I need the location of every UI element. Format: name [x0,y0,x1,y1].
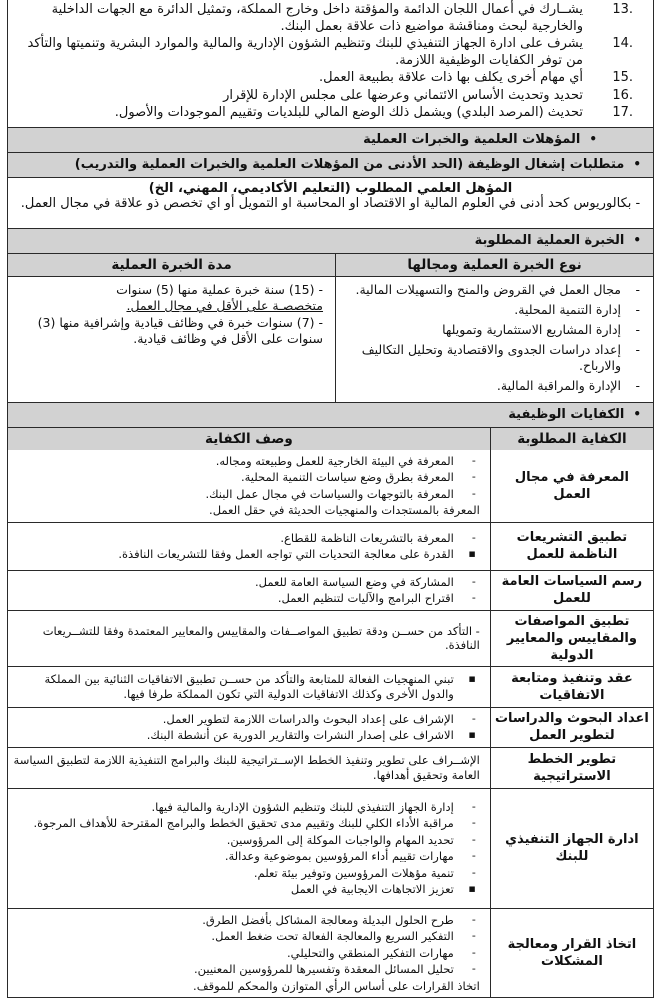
dash-icon: - [472,454,476,469]
dash-icon: - [472,946,476,961]
desc-item: المعرفة بالمستجدات والمنهجيات الحديثة في حقل العمل. [12,503,484,518]
competency-row-knowledge [8,450,653,522]
bullet-icon: • [633,407,641,421]
desc-item: - المعرفة بطرق وضع سياسات التنمية المحلية. [12,470,484,485]
competency-name: اعداد البحوث والدراسات لتطوير العمل [490,708,653,747]
dash-icon: - [472,487,476,502]
desc-item: - طرح الحلول البديلة ومعالجة المشاكل بأفضل الطرق. [12,913,484,928]
duty-text: تحديث (المرصد البلدي) ويشمل ذلك الوضع المالي للبلديات وتقييم الموجودات والأصول. [115,105,583,120]
duty-item-15 [12,70,653,88]
dash-icon: - [472,866,476,881]
education-item: - بكالوريوس كحد أدنى في العلوم المالية او الاقتصاد او المحاسبة او التمويل أو اي تخصص ذو علاقة في مجال العمل. [16,197,645,211]
bullet-icon: • [633,233,641,247]
duty-number: 17. [612,105,633,122]
competency-name: ادارة الجهاز التنفيذي للبنك [490,789,653,908]
duty-number: 13. [612,2,633,19]
duty-text: يشرف على ادارة الجهاز التنفيذي للبنك وتنظيم الشؤون الإدارية والمالية والموارد البشرية وتنميتها والتأكد من توفر الكفايات الوظيفية اللازمة. [28,36,584,68]
dash-icon: - [472,470,476,485]
experience-durations-cell [8,277,335,402]
competency-desc [8,708,490,747]
experience-table [7,253,654,403]
dash-icon: - [472,849,476,864]
desc-item: - مهارات التفكير المنطقي والتحليلي. [12,946,484,961]
dash-icon: - [472,833,476,848]
competency-name-header: الكفاية المطلوبة [490,428,653,450]
competency-name: تطوير الخطط الاستراتيجية [490,748,653,788]
dash-icon: - [472,913,476,928]
competency-desc [8,789,490,908]
desc-item: - المشاركة في وضع السياسة العامة للعمل. [12,575,484,590]
competency-name: المعرفة في مجال العمل [490,450,653,522]
competency-row-strategic-plans [8,747,653,788]
dash-icon: - [635,302,640,318]
desc-item: - مراقبة الأداء الكلي للبنك وتقييم مدى تحقيق الخطط والبرامج المقترحة للأهداف المرجوة. [12,816,484,831]
section-title: الخبرة العملية المطلوبة [475,233,625,248]
competency-row-research [8,707,653,747]
duty-item-13 [12,2,653,36]
competency-desc [8,909,490,998]
desc-item: - المعرفة بالتوجهات والسياسات في مجال عمل البنك. [12,487,484,502]
experience-duration-header: مدة الخبرة العملية [8,254,335,277]
desc-item: - المعرفة بالتشريعات الناظمة للقطاع. [12,531,484,546]
competency-row-executive-management [8,788,653,908]
competency-name: تطبيق التشريعات الناظمة للعمل [490,523,653,570]
experience-table-header [8,254,653,277]
section-title: متطلبات إشغال الوظيفة (الحد الأدنى من المؤهلات العلمية والخبرات العملية والتدريب) [75,157,625,172]
dash-icon: - [635,342,640,358]
competency-name: عقد وتنفيذ ومتابعة الاتفاقيات [490,667,653,707]
competency-desc [8,571,490,610]
desc-item: اتخاذ القرارات على أساس الرأي المتوازن والمحكم للموقف. [12,979,484,994]
desc-item: الإشــراف على تطوير وتنفيذ الخطط الإســتراتيجية للبنك والبرامج التنفيذية اللازمة لتطبيق السياسة العامة وتحقيق أهدافها. [12,753,484,782]
desc-item: - التفكير السريع والمعالجة الفعالة تحت ضغط العمل. [12,929,484,944]
desc-item: - المعرفة في البيئة الخارجية للعمل وطبيعته ومجاله. [12,454,484,469]
duty-text: تحديد وتحديث الأساس الائتماني وعرضها على مجلس الإدارة للإقرار [223,88,583,103]
competency-row-standards [8,610,653,666]
dash-icon: - [472,962,476,977]
desc-item: - تحديد المهام والواجبات الموكلة إلى المرؤوسين. [12,833,484,848]
competency-desc [8,667,490,707]
experience-type-item: - مجال العمل في القروض والمنح والتسهيلات المالية. [340,282,647,298]
document-page [7,0,654,998]
bullet-icon: • [633,157,641,171]
desc-item: - اقتراح البرامج والآليات لتنظيم العمل. [12,591,484,606]
experience-table-body [8,277,653,402]
competency-desc-header: وصف الكفاية [8,428,490,450]
section-title: الكفايات الوظيفية [508,407,624,422]
competency-desc [8,748,490,788]
competency-name: رسم السياسات العامة للعمل [490,571,653,610]
competency-name: اتخاذ القرار ومعالجة المشكلات [490,909,653,998]
competency-name: تطبيق المواصفات والمقاييس والمعايير الدولية [490,611,653,666]
experience-type-item: - إدارة المشاريع الاستثمارية وتمويلها [340,322,647,338]
desc-item: - مهارات تقييم أداء المرؤوسين بموضوعية وعدالة. [12,849,484,864]
duty-number: 15. [612,70,633,87]
dash-icon: - [635,322,640,338]
dash-icon: - [472,800,476,815]
section-header-competencies [7,402,654,428]
bullet-icon: • [589,132,597,146]
dash-icon: - [472,929,476,944]
duty-number: 16. [612,88,633,105]
duty-item-17 [12,105,653,123]
desc-item: - إدارة الجهاز التنفيذي للبنك وتنظيم الشؤون الإدارية والمالية فيها. [12,800,484,815]
dash-icon: - [472,712,476,727]
experience-type-item: - إعداد دراسات الجدوى والاقتصادية وتحليل التكاليف والارباح. [340,342,647,374]
competency-row-agreements [8,666,653,707]
square-bullet-icon: ▪ [468,547,475,562]
education-title: المؤهل العلمي المطلوب (التعليم الأكاديمي، المهني، الخ) [16,180,645,197]
competency-desc [8,523,490,570]
dash-icon: - [472,591,476,606]
dash-icon: - [635,282,640,298]
desc-item: - التأكد من حســن ودقة تطبيق المواصــفات والمقاييس والمعايير المعتمدة وفقا للتشــريعات النافذة. [12,624,484,653]
competency-desc [8,611,490,666]
duration-line: - (15) سنة خبرة عملية منها (5) سنوات [14,282,323,299]
competencies-table-header [8,428,653,450]
square-bullet-icon: ▪ [468,672,475,687]
desc-item: - تنمية مؤهلات المرؤوسين وتوفير بيئة تعلم. [12,866,484,881]
duty-number: 14. [612,36,633,53]
dash-icon: - [472,531,476,546]
dash-icon: - [635,378,640,394]
experience-type-item: - الإدارة والمراقبة المالية. [340,378,647,394]
desc-item: - تحليل المسائل المعقدة وتفسيرها للمرؤوسين المعنيين. [12,962,484,977]
duty-text: يشــارك في أعمال اللجان الدائمة والمؤقتة داخل وخارج المملكة، وتمثيل الدائرة مع الجهات الداخلية والخارجية لبحث ومناقشة مواضيع ذات علاقة بعمل البنك. [52,2,583,34]
duration-line: - (7) سنوات خبرة في وظائف قيادية وإشرافية منها (3) سنوات على الأقل في وظائف قيادية. [14,315,323,348]
duty-item-14 [12,36,653,70]
desc-item: - الإشراف على إعداد البحوث والدراسات اللازمة لتطوير العمل. [12,712,484,727]
competency-row-policies [8,570,653,610]
duty-text: أي مهام أخرى يكلف بها ذات علاقة بطبيعة العمل. [319,70,583,85]
desc-item: ▪ تعزيز الاتجاهات الايجابية في العمل [12,882,484,897]
competencies-table [7,427,654,998]
section-header-experience [7,228,654,254]
dash-icon: - [472,816,476,831]
section-header-requirements [7,152,654,178]
section-header-qualifications [7,127,654,153]
competency-desc [8,450,490,522]
desc-item: ▪ تبني المنهجيات الفعالة للمتابعة والتأكد من حســن تطبيق الاتفاقيات الثنائية بين المملكة والدول الأخرى وكذلك الاتفاقيات الدولية التي تكون المملكة طرفا فيها. [12,672,484,701]
education-requirement [7,177,654,229]
competency-row-legislation [8,522,653,570]
dash-icon: - [472,575,476,590]
desc-item: ▪ القدرة على معالجة التحديات التي تواجه العمل وفقا للتشريعات النافذة. [12,547,484,562]
experience-type-item: - إدارة التنمية المحلية. [340,302,647,318]
duties-list [7,0,654,128]
square-bullet-icon: ▪ [468,728,475,743]
section-title: المؤهلات العلمية والخبرات العملية [363,132,580,147]
duration-line-underlined: متخصصـة على الأقل في مجال العمل. [14,298,323,315]
duty-item-16 [12,88,653,106]
square-bullet-icon: ▪ [468,882,475,897]
experience-types-cell [335,277,653,402]
desc-item: ▪ الاشراف على إصدار النشرات والتقارير الدورية عن أنشطة البنك. [12,728,484,743]
experience-type-header: نوع الخبرة العملية ومجالها [335,254,653,277]
